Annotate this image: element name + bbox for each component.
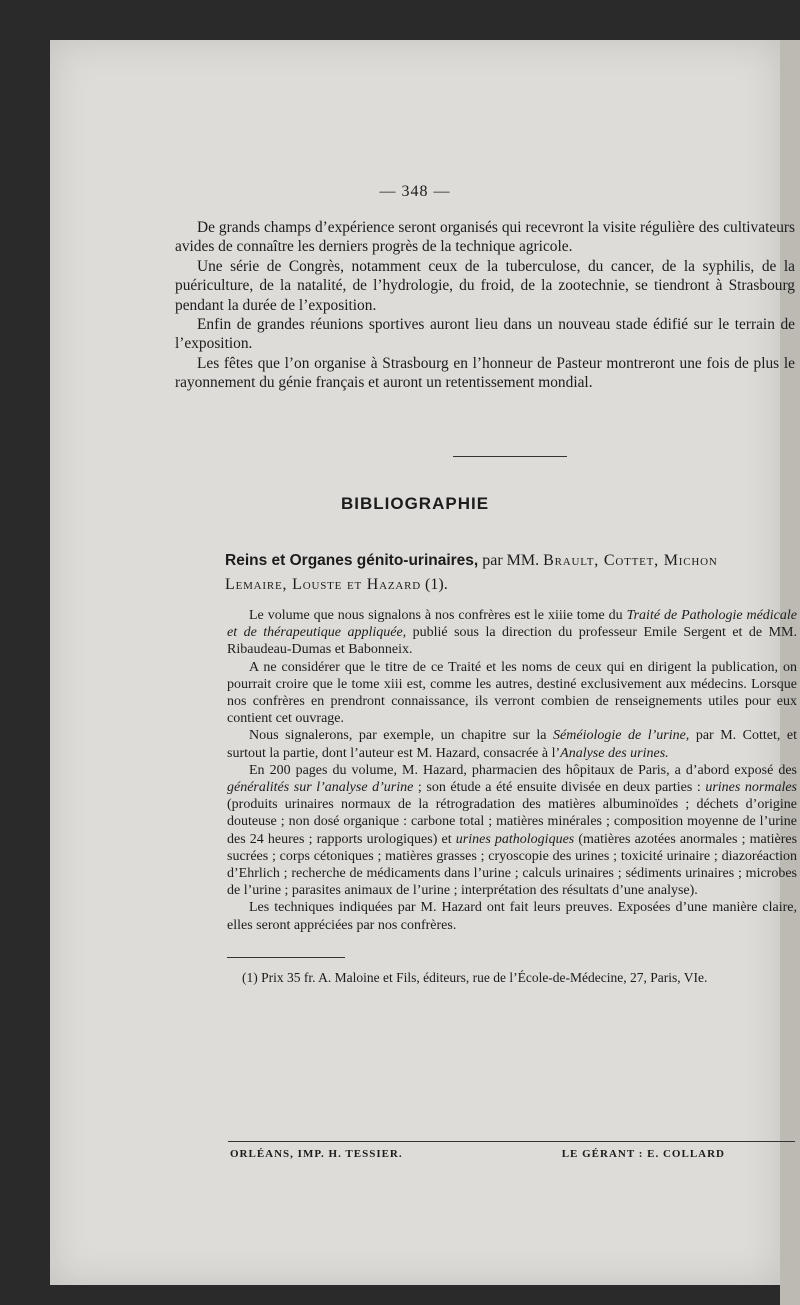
- document-page: [50, 40, 798, 1285]
- manager-credit: LE GÉRANT : E. COLLARD: [561, 1148, 725, 1160]
- section-title: BIBLIOGRAPHIE: [340, 494, 490, 513]
- book-authors: Brault, Cottet, Michon: [543, 552, 718, 569]
- printer-credit: ORLÉANS, IMP. H. TESSIER.: [230, 1148, 403, 1160]
- footnote-ref: (1).: [425, 576, 448, 593]
- footnote-divider: [227, 957, 345, 958]
- book-authors: Lemaire, Louste et Hazard: [225, 576, 422, 593]
- section-divider: [453, 456, 567, 457]
- page-number: — 348 —: [379, 183, 451, 200]
- review-paragraph: A ne considérer que le titre de ce Traité et les noms de ceux qui en dirigent la publication, on pourrait croire que le tome xiii est, comme les autres, destiné exclusivement aux médecins. Lorsque nos confrères en prendront connaissance, ils verront combien de renseignements utiles pour eux contient cet ouvrage.: [227, 659, 797, 727]
- review-paragraph: Nous signalerons, par exemple, un chapitre sur la Séméiologie de l’urine, par M. Cottet, et surtout la partie, dont l’auteur est M. Hazard, consacrée à l’Analyse des urines.: [227, 728, 797, 761]
- review-text: [227, 607, 797, 934]
- intro-text: [175, 218, 795, 393]
- book-par: par MM.: [482, 552, 540, 569]
- footer-divider: [228, 1141, 795, 1142]
- intro-paragraph: Une série de Congrès, notamment ceux de la tuberculose, du cancer, de la syphilis, de la puériculture, de la natalité, de l’hydrologie, du froid, de la zootechnie, se tiendront à Strasbourg pendant la durée de l’exposition.: [175, 257, 795, 314]
- book-heading: [225, 549, 800, 597]
- footnote: (1) Prix 35 fr. A. Maloine et Fils, éditeurs, rue de l’École-de-Médecine, 27, Paris, VIe.: [242, 970, 708, 985]
- intro-paragraph: Les fêtes que l’on organise à Strasbourg en l’honneur de Pasteur montreront une fois de plus le rayonnement du génie français et auront un retentissement mondial.: [175, 354, 795, 392]
- review-paragraph: Le volume que nous signalons à nos confrères est le xiiie tome du Traité de Pathologie médicale et de thérapeutique appliquée, publié sous la direction du professeur Emile Sergent et de MM. Ribaudeau-Dumas et Babonneix.: [227, 608, 797, 658]
- intro-paragraph: De grands champs d’expérience seront organisés qui recevront la visite régulière des cultivateurs avides de connaître les derniers progrès de la technique agricole.: [175, 219, 795, 256]
- review-paragraph: Les techniques indiquées par M. Hazard ont fait leurs preuves. Exposées d’une manière claire, elles seront appréciées par nos confrères.: [227, 900, 797, 933]
- intro-paragraph: Enfin de grandes réunions sportives auront lieu dans un nouveau stade édifié sur le terrain de l’exposition.: [175, 316, 795, 353]
- book-title: Reins et Organes génito-urinaires,: [225, 552, 479, 569]
- review-paragraph: En 200 pages du volume, M. Hazard, pharmacien des hôpitaux de Paris, a d’abord exposé des généralités sur l’analyse d’urine ; son étude a été ensuite divisée en deux parties : urines normales (produits urinaires normaux de la rétrogradation des matières albuminoïdes ; déchets d’origine douteuse ; non dosé organique : carbone total ; matières minérales ; composition moyenne de l’urine des 24 heures ; rapports urologiques) et urines pathologiques (matières azotées anormales ; matières sucrées ; corps cétoniques ; matières grasses ; cryoscopie des urines ; toxicité urinaire ; diazoréaction d’Ehrlich ; recherche de médicaments dans l’urine ; calculs urinaires ; sédiments urinaires ; microbes de l’urine ; parasites animaux de l’urine ; interprétation des résultats d’une analyse).: [227, 762, 798, 899]
